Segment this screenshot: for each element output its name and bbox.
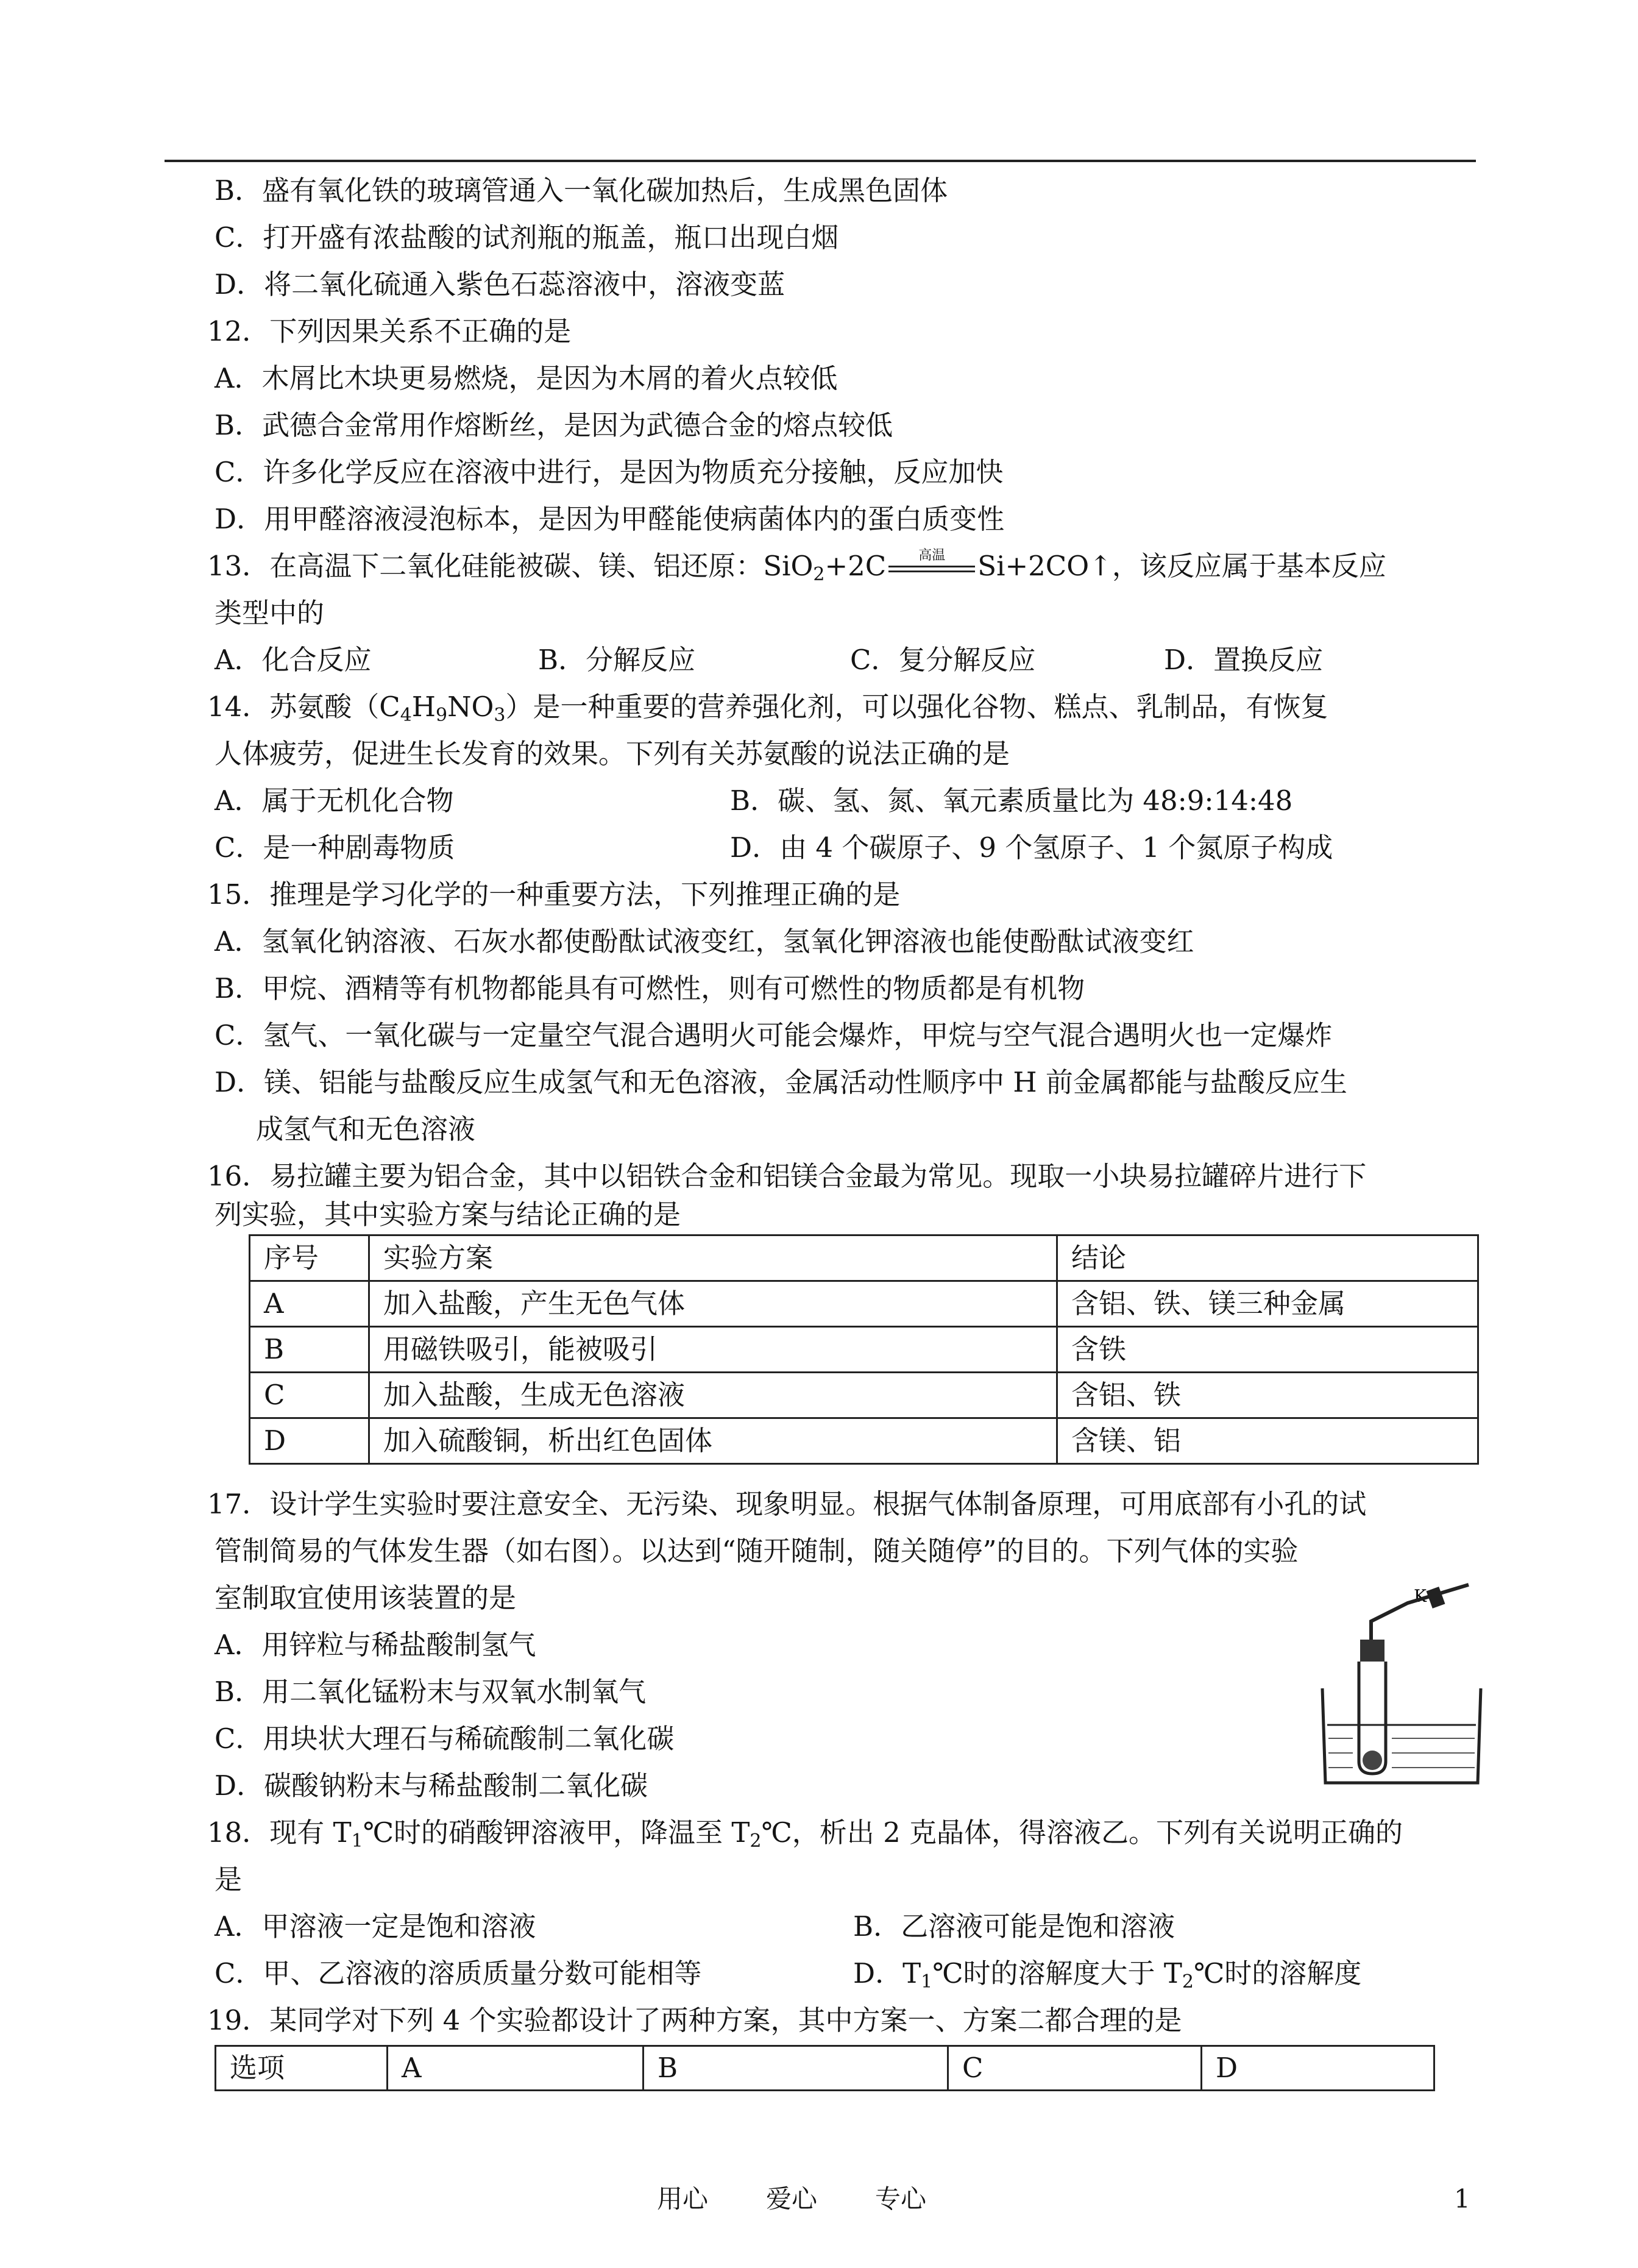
table-cell: D: [250, 1418, 369, 1464]
table-header-cell: 选项: [216, 2046, 388, 2091]
q17-option-b: B．用二氧化锰粉末与双氧水制氧气: [214, 1676, 647, 1708]
q15-option-d: D．镁、铝能与盐酸反应生成氢气和无色溶液，金属活动性顺序中 H 前金属都能与盐酸反应生: [214, 1066, 1347, 1098]
q16-stem: 16．易拉罐主要为铝合金，其中以铝铁合金和铝镁合金最为常见。现取一小块易拉罐碎片进行下: [207, 1160, 1367, 1192]
table-cell: 含铝、铁: [1057, 1373, 1478, 1418]
table-header-row: [250, 1235, 1478, 1281]
q18-option-b: B．乙溶液可能是饱和溶液: [853, 1910, 1175, 1943]
table-header-cell: 序号: [250, 1235, 369, 1281]
footer-word: 爱心: [766, 2184, 818, 2214]
footer-word: 专心: [875, 2184, 927, 2214]
q12-option-d: D．用甲醛溶液浸泡标本，是因为甲醛能使病菌体内的蛋白质变性: [214, 503, 1005, 535]
q11-option-c: C．打开盛有浓盐酸的试剂瓶的瓶盖，瓶口出现白烟: [214, 221, 839, 254]
q18-stem: 18．现有 $T_1℃$时的硝酸钾溶液甲，降温至 $T_2℃$，析出 2 克晶体，得溶液乙。下列有关说明正确的: [207, 1816, 1403, 1852]
liquid-hatching: [1328, 1738, 1475, 1768]
beaker: [1322, 1688, 1481, 1783]
page-number: 1: [1454, 2184, 1470, 2214]
q15-option-d-cont: 成氢气和无色溶液: [256, 1113, 476, 1145]
q17-option-c: C．用块状大理石与稀硫酸制二氧化碳: [214, 1722, 675, 1755]
table-cell: 含铁: [1057, 1327, 1478, 1373]
table-row: [250, 1418, 1478, 1464]
table-cell: 用磁铁吸引，能被吸引: [369, 1327, 1057, 1373]
table-cell: C: [250, 1373, 369, 1418]
q17-stem-cont-2: 室制取宜使用该装置的是: [214, 1582, 517, 1614]
q11-option-b: B．盛有氧化铁的玻璃管通入一氧化碳加热后，生成黑色固体: [214, 174, 948, 207]
table-header-cell: A: [388, 2046, 644, 2091]
table-header-cell: 实验方案: [369, 1235, 1057, 1281]
q15-option-b: B．甲烷、酒精等有机物都能具有可燃性，则有可燃性的物质都是有机物: [214, 972, 1085, 1004]
table-row: [250, 1373, 1478, 1418]
table-cell: 加入盐酸，生成无色溶液: [369, 1373, 1057, 1418]
q17-option-a: A．用锌粒与稀盐酸制氢气: [214, 1629, 536, 1661]
page-footer: [657, 2182, 984, 2216]
q13-stem-cont: 类型中的: [214, 597, 325, 629]
q19-stem: 19．某同学对下列 4 个实验都设计了两种方案，其中方案一、方案二都合理的是: [207, 2004, 1182, 2036]
table-cell: 含铝、铁、镁三种金属: [1057, 1281, 1478, 1327]
q18-option-c: C．甲、乙溶液的溶质质量分数可能相等: [214, 1957, 702, 1989]
table-row: [250, 1281, 1478, 1327]
table-header-cell: B: [644, 2046, 948, 2091]
q14-option-b: B．碳、氢、氮、氧元素质量比为 48:9:14:48: [730, 784, 1293, 817]
q14-option-a: A．属于无机化合物: [214, 784, 454, 817]
q15-option-c: C．氢气、一氧化碳与一定量空气混合遇明火可能会爆炸，甲烷与空气混合遇明火也一定爆炸: [214, 1019, 1333, 1051]
q11-option-d: D．将二氧化硫通入紫色石蕊溶液中，溶液变蓝: [214, 268, 785, 300]
q15-option-a: A．氢氧化钠溶液、石灰水都使酚酞试液变红，氢氧化钾溶液也能使酚酞试液变红: [214, 925, 1194, 958]
table-cell: 含镁、铝: [1057, 1418, 1478, 1464]
q17-stem: 17．设计学生实验时要注意安全、无污染、现象明显。根据气体制备原理，可用底部有小孔的试: [207, 1488, 1367, 1520]
gas-generator-apparatus-figure: [1316, 1579, 1487, 1786]
header-rule: [165, 160, 1476, 162]
q18-stem-cont: 是: [214, 1863, 243, 1896]
q14-option-d: D．由 4 个碳原子、9 个氢原子、1 个氮原子构成: [730, 831, 1333, 864]
clamp-icon: [1427, 1587, 1445, 1609]
q17-option-d: D．碳酸钠粉末与稀盐酸制二氧化碳: [214, 1769, 648, 1802]
q18-option-a: A．甲溶液一定是饱和溶液: [214, 1910, 536, 1943]
reaction-condition-arrow: 高温: [886, 548, 977, 582]
stopper: [1360, 1640, 1384, 1662]
q14-stem: 14．苏氨酸$(C_4H_9NO_3)$是一种重要的营养强化剂，可以强化谷物、糕点、乳制品，有恢复: [207, 691, 1328, 726]
q12-option-c: C．许多化学反应在溶液中进行，是因为物质充分接触，反应加快: [214, 456, 1004, 488]
q13-stem: 13．在高温下二氧化硅能被碳、镁、铝还原：SiO$_2$+2C 高温 Si+2CO↑，该反应属于基本反应: [207, 548, 1386, 585]
table-cell: B: [250, 1327, 369, 1373]
valve-label-k: K: [1414, 1586, 1427, 1606]
table-header-cell: D: [1202, 2046, 1434, 2091]
q13-option-d: D．置换反应: [1164, 644, 1324, 676]
footer-word: 用心: [657, 2184, 709, 2214]
q12-option-a: A．木屑比木块更易燃烧，是因为木屑的着火点较低: [214, 362, 838, 394]
table-cell: 加入硫酸铜，析出红色固体: [369, 1418, 1057, 1464]
q16-stem-cont: 列实验，其中实验方案与结论正确的是: [214, 1198, 681, 1231]
table-header-cell: C: [948, 2046, 1202, 2091]
q14-option-c: C．是一种剧毒物质: [214, 831, 455, 864]
table-cell: 加入盐酸，产生无色气体: [369, 1281, 1057, 1327]
q13-option-c: C．复分解反应: [850, 644, 1036, 676]
q12-option-b: B．武德合金常用作熔断丝，是因为武德合金的熔点较低: [214, 409, 893, 441]
table-header-cell: 结论: [1057, 1235, 1478, 1281]
q15-stem: 15．推理是学习化学的一种重要方法，下列推理正确的是: [207, 878, 901, 911]
q17-stem-cont: 管制简易的气体发生器（如右图）。以达到“随开随制，随关随停”的目的。下列气体的实验: [214, 1535, 1299, 1567]
q13-option-a: A．化合反应: [214, 644, 372, 676]
q16-table: [249, 1234, 1479, 1465]
table-row: [250, 1327, 1478, 1373]
table-cell: A: [250, 1281, 369, 1327]
q18-option-d: D．$T_1℃$时的溶解度大于 $T_2℃$时的溶解度: [853, 1957, 1362, 1992]
q19-table: [214, 2045, 1435, 2091]
solid-granules: [1363, 1751, 1382, 1770]
q14-stem-cont: 人体疲劳，促进生长发育的效果。下列有关苏氨酸的说法正确的是: [214, 738, 1010, 770]
q12-stem: 12．下列因果关系不正确的是: [207, 315, 572, 347]
q13-option-b: B．分解反应: [538, 644, 696, 676]
table-header-row: [216, 2046, 1434, 2091]
